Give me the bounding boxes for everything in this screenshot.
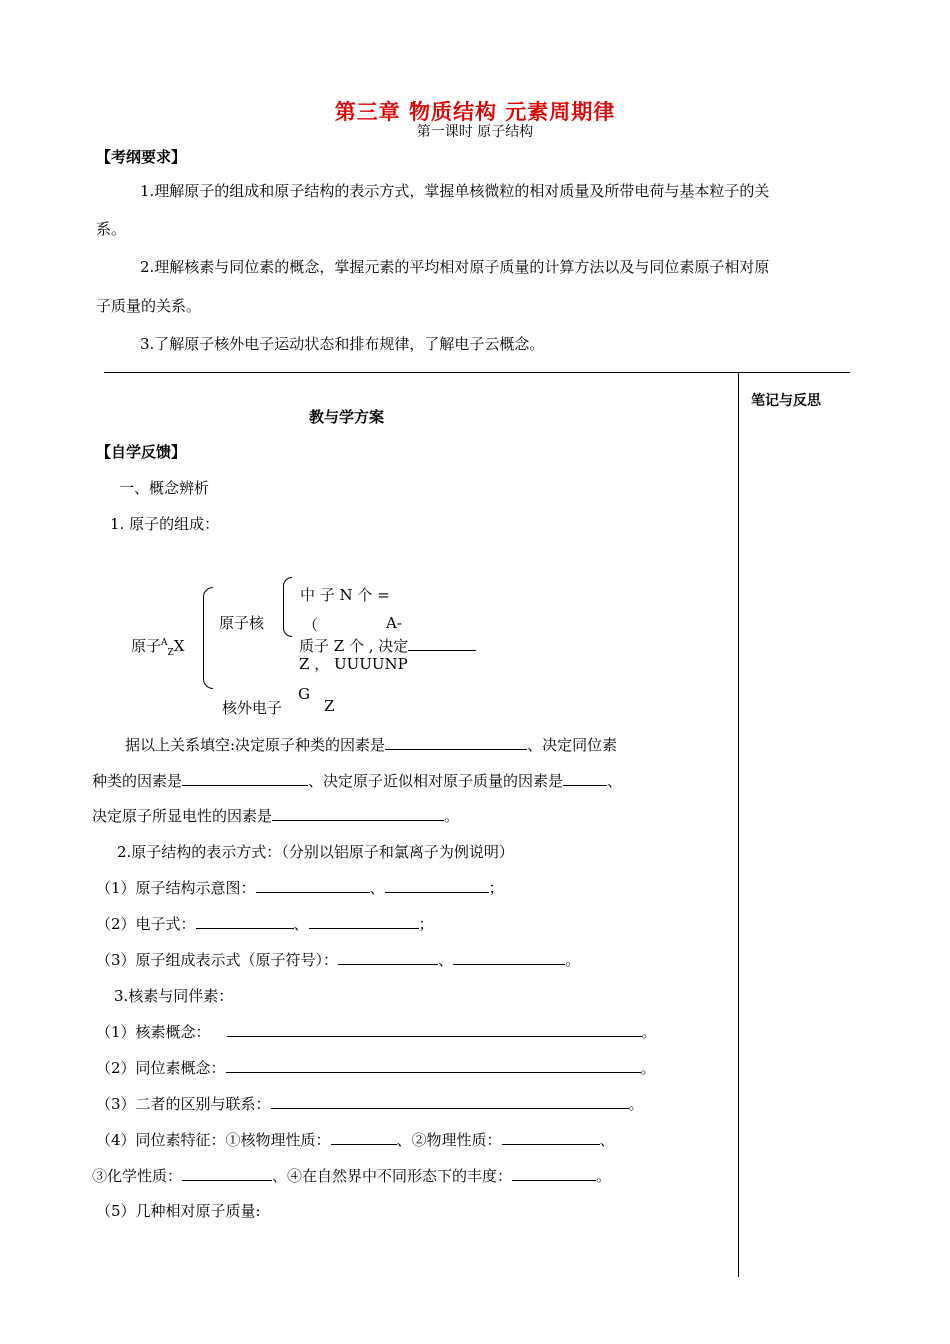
fill-line-1: 据以上关系填空:决定原子种类的因素是 、决定同位素 [125,736,618,754]
atom-symbol-blank-1[interactable] [338,950,438,965]
atom-symbol-blank-2[interactable] [453,950,565,965]
fill-line-2: 种类的因素是 、决定原子近似相对原子质量的因素是 、 [92,772,623,790]
z-mark: Z [324,697,335,715]
proton-label: 质子 Z 个 , 决定 [299,635,476,656]
isotope-concept-blank[interactable] [226,1058,641,1073]
electron-formula-blank-1[interactable] [196,914,294,929]
notes-label: 笔记与反思 [751,393,821,409]
z-comma-label: Z ， UUUUNP [299,655,408,673]
requirement-2: 2.理解核素与同位素的概念，掌握元素的平均相对原子质量的计算方法以及与同位素原子相对原 [140,258,770,276]
isotope-type-blank[interactable] [182,771,308,786]
requirements-heading: 【考纲要求】 [96,148,187,166]
question-2-3: （3）原子组成表示式（原子符号）： 、 。 [96,951,581,969]
section-concepts: 一、概念辨析 [119,479,210,497]
abundance-blank[interactable] [512,1166,596,1181]
question-2-2: （2）电子式： 、 ； [96,915,434,933]
requirement-1-cont: 系。 [96,220,127,238]
a-minus-label: A- [386,614,402,632]
nuclear-property-blank[interactable] [331,1130,397,1145]
nuclide-concept-blank[interactable] [227,1022,642,1037]
fill-line-3: 决定原子所显电性的因素是 。 [92,807,460,825]
atom-label: 原子$^A_Z$X [131,637,185,658]
paren-mark: （ [303,616,319,634]
atomic-mass-blank[interactable] [563,771,607,786]
physical-property-blank[interactable] [502,1130,600,1145]
outer-brace [203,587,213,689]
question-3-1: （1）核素概念： 。 [96,1023,657,1041]
proton-blank[interactable] [408,636,476,651]
question-2-1: （1）原子结构示意图： 、 ； [96,879,504,897]
question-2: 2.原子结构的表示方式：（分别以铝原子和氯离子为例说明） [117,843,514,861]
neutron-label: 中 子 N 个 = [300,586,390,604]
chemical-property-blank[interactable] [182,1166,272,1181]
lesson-subtitle: 第一课时 原子结构 [416,124,534,140]
question-3-2: （2）同位素概念： 。 [96,1059,656,1077]
electron-formula-blank-2[interactable] [309,914,419,929]
question-3-4: （4）同位素特征：①核物理性质： 、②物理性质： 、 [96,1131,615,1149]
g-mark: G [298,685,310,703]
self-study-heading: 【自学反馈】 [96,443,187,461]
inner-brace [283,577,292,637]
structure-diagram-blank-2[interactable] [385,878,489,893]
requirement-2-cont: 子质量的关系。 [96,297,202,315]
question-3-5: （5）几种相对原子质量: [96,1202,261,1220]
electrons-label: 核外电子 [222,699,283,717]
atom-type-blank[interactable] [385,735,527,750]
chapter-title: 第三章 物质结构 元素周期律 [334,99,616,124]
plan-title: 教与学方案 [309,408,385,426]
difference-blank[interactable] [271,1094,629,1109]
notes-column-divider [738,372,739,1277]
nucleus-label: 原子核 [219,614,265,632]
question-3-4-cont: ③化学性质： 、④在自然界中不同形态下的丰度： 。 [92,1167,612,1185]
requirement-1: 1.理解原子的组成和原子结构的表示方式，掌握单核微粒的相对质量及所带电荷与基本粒子的关 [140,182,770,200]
question-3: 3.核素与同伴素： [114,987,234,1005]
question-3-3: （3）二者的区别与联系： 。 [96,1095,644,1113]
question-1: 1. 原子的组成： [110,515,220,533]
structure-diagram-blank-1[interactable] [256,878,370,893]
charge-blank[interactable] [272,806,444,821]
requirement-3: 3.了解原子核外电子运动状态和排布规律，了解电子云概念。 [140,335,545,353]
